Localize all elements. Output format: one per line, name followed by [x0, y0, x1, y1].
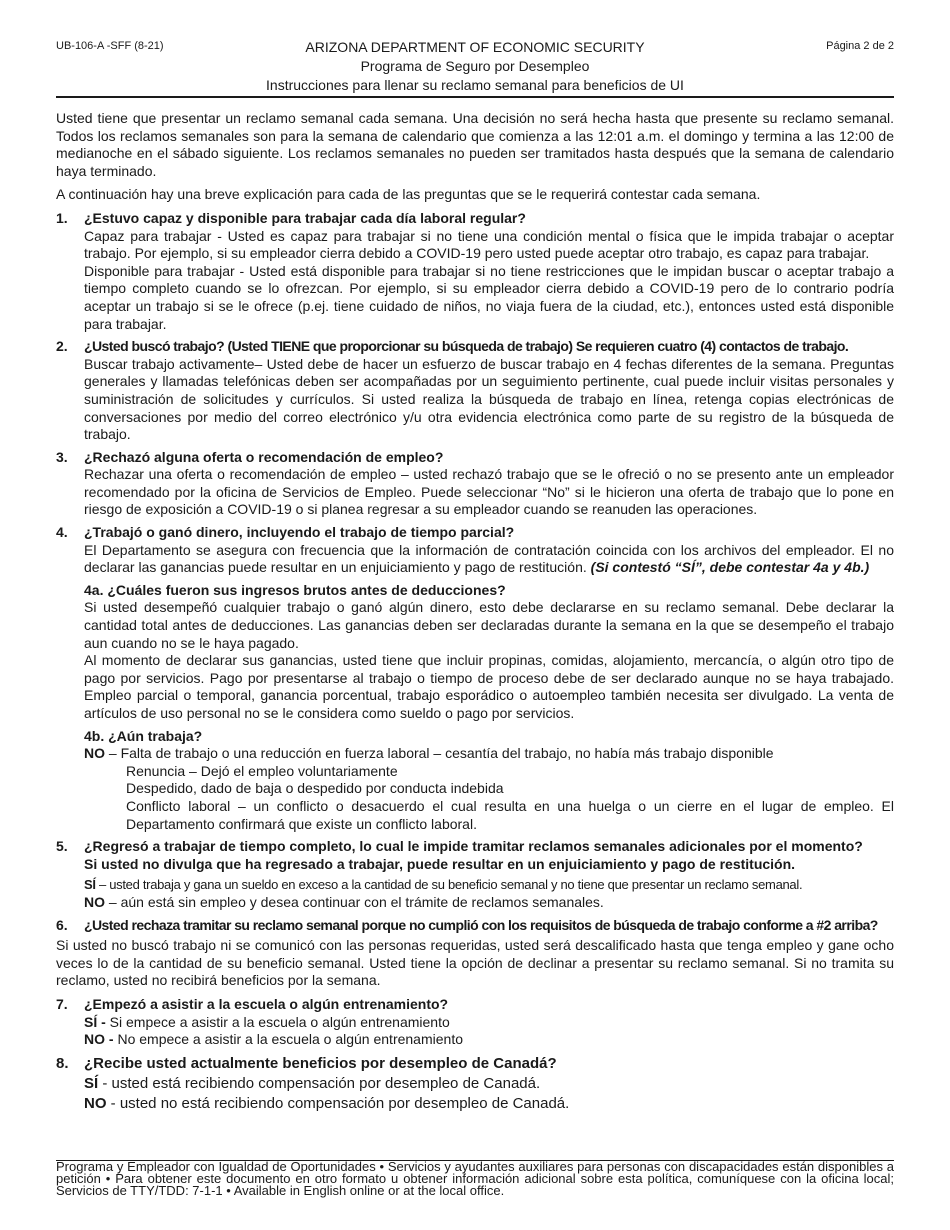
- question-title: ¿Estuvo capaz y disponible para trabajar cada día laboral regular?: [84, 209, 526, 226]
- answer-text: Si usted no buscó trabajo ni se comunicó con las personas requeridas, usted será descalificado hasta que tenga empleo y gane ocho veces lo de la cantidad de su beneficio semanal. Usted tiene la opción de declinar a presentar su reclamo semanal. Si no tramita su reclamo, usted no recibirá beneficios por la semana.: [56, 937, 894, 989]
- option-text: – aún está sin empleo y desea continuar con el trámite de reclamos semanales.: [108, 893, 604, 910]
- option-text: No empece a asistir a la escuela o algún entrenamiento: [117, 1031, 463, 1048]
- question-number: 6.: [56, 916, 68, 933]
- option-no: [84, 1094, 894, 1114]
- answer-text: Disponible para trabajar - Usted está disponible para trabajar si no tiene restricciones que le impidan buscar o aceptar trabajo a tiempo completo cuando se lo ofrezcan. Por ejemplo, si su empleador cierra debido a COVID-19 pero de lo contrario podría aceptar un trabajo si se le ofrece (p.ej. tiene cuidado de niños, no viaja fuera de la ciudad, etc.), entonces usted está disponible para trabajar.: [84, 262, 894, 332]
- question-5: [56, 838, 894, 911]
- option-si: [84, 1014, 894, 1032]
- answer-text: Capaz para trabajar - Usted es capaz para trabajar si no tiene una condición mental o física que le impida trabajar o aceptar trabajo. Por ejemplo, si su empleador cierra debido a COVID-19 pero usted puede aceptar otro trabajo, es capaz para trabajar.: [84, 227, 894, 262]
- question-title: ¿Recibe usted actualmente beneficios por desempleo de Canadá?: [84, 1054, 557, 1072]
- subquestion-title: 4b. ¿Aún trabaja?: [84, 727, 203, 744]
- option-text: - usted está recibiendo compensación por desempleo de Canadá.: [102, 1074, 541, 1092]
- option-text: - usted no está recibiendo compensación por desempleo de Canadá.: [110, 1094, 570, 1112]
- answer-text: Al momento de declarar sus ganancias, usted tiene que incluir propinas, comidas, alojamiento, mercancía, o algún otro tipo de pago por servicios. Pago por presentarse al trabajo o tiempo de proceso debe de ser declarado aunque no se haya trabajado. Empleo parcial o temporal, ganancia porcentual, trabajo esporádico o autoempleo también necesita ser divulgado. La venta de artículos de uso personal no se le considera como sueldo o pago por servicios.: [84, 652, 894, 721]
- question-number: 3.: [56, 448, 68, 465]
- option-no: [84, 894, 894, 912]
- option-label: SÍ: [84, 1074, 99, 1092]
- option-si: [84, 876, 894, 894]
- answer-note: (Si contestó “SÍ”, debe contestar 4a y 4b.): [590, 559, 870, 576]
- question-1: [56, 210, 894, 333]
- question-warning: Si usted no divulga que ha regresado a trabajar, puede resultar en un enjuiciamiento y pago de restitución.: [84, 855, 796, 872]
- question-number: 8.: [56, 1054, 69, 1072]
- option-label: SÍ: [84, 877, 96, 893]
- option-item: Renuncia – Dejó el empleo voluntariamente: [126, 762, 398, 779]
- agency-name: ARIZONA DEPARTMENT OF ECONOMIC SECURITY: [305, 39, 645, 55]
- subquestion-title: 4a. ¿Cuáles fueron sus ingresos brutos antes de deducciones?: [84, 581, 506, 598]
- page-number: Página 2 de 2: [826, 40, 894, 52]
- option-label: NO: [84, 893, 105, 910]
- intro-note: A continuación hay una breve explicación para cada de las preguntas que se le requerirá contestar cada semana.: [56, 186, 761, 203]
- answer-text: Si usted desempeñó cualquier trabajo o ganó algún dinero, esto debe declararse en su reclamo semanal. Debe declarar la cantidad total antes de deducciones. Las ganancias deben ser declaradas durante la semana en la que se desempeño el trabajo aun cuando no se le haya pagado.: [84, 599, 894, 651]
- option-label: SÍ -: [84, 1013, 106, 1030]
- question-6: [56, 917, 894, 935]
- question-number: 1.: [56, 209, 68, 226]
- page-header: [56, 0, 894, 96]
- question-4b: [84, 728, 894, 834]
- question-4a: [84, 582, 894, 723]
- option-item: Despedido, dado de baja o despedido por conducta indebida: [126, 780, 504, 797]
- intro-paragraph: Usted tiene que presentar un reclamo semanal cada semana. Una decisión no será hecha hasta que presente su reclamo semanal. Todos los reclamos semanales son para la semana de calendario que comienza a las 12:01 a.m. el domingo y termina a las 12:00 de medianoche en el sábado siguiente. Los reclamos semanales no pueden ser tramitados hasta después que la semana de calendario haya terminado.: [56, 110, 894, 179]
- question-title: ¿Empezó a asistir a la escuela o algún entrenamiento?: [84, 995, 449, 1012]
- form-id: UB-106-A -SFF (8-21): [56, 40, 164, 52]
- option-text: – usted trabaja y gana un sueldo en exceso a la cantidad de su beneficio semanal y no tiene que presentar un reclamo semanal.: [99, 877, 803, 893]
- question-7: [56, 996, 894, 1049]
- question-title: ¿Regresó a trabajar de tiempo completo, lo cual le impide tramitar reclamos semanales adicionales por el momento?: [84, 838, 863, 855]
- option-no: [84, 1031, 894, 1049]
- question-8: [56, 1054, 894, 1114]
- question-title: ¿Usted rechaza tramitar su reclamo semanal porque no cumplió con los requisitos de búsqueda de trabajo conforme a #2 arriba?: [84, 916, 878, 933]
- header-divider: [56, 96, 894, 98]
- question-number: 4.: [56, 524, 68, 541]
- option-text: – Falta de trabajo o una reducción en fuerza laboral – cesantía del trabajo, no había más trabajo disponible: [108, 745, 774, 762]
- option-item: Conflicto laboral – un conflicto o desacuerdo el cual resulta en una huelga o un cierre en el lugar de empleo. El Departamento confirmará que existe un conflicto laboral.: [126, 797, 894, 832]
- document-title: Instrucciones para llenar su reclamo semanal para beneficios de UI: [266, 77, 684, 93]
- question-2: [56, 338, 894, 444]
- option-no: [84, 745, 894, 763]
- answer-text: Rechazar una oferta o recomendación de empleo – usted rechazó trabajo que se le ofreció o no se presento ante un empleador recomendado por la oficina de Servicios de Empleo. Puede seleccionar “No” si le hicieron una oferta de trabajo que lo pone en riesgo de exposición a COVID-19 o si planea regresar a su empleador cuando se reanuden las operaciones.: [84, 466, 894, 518]
- header-titles: [56, 38, 894, 95]
- option-label: NO: [84, 745, 105, 762]
- answer-text: [84, 542, 894, 577]
- answer-text: Buscar trabajo activamente– Usted debe de hacer un esfuerzo de buscar trabajo en 4 fechas diferentes de la semana. Preguntas generales y llamadas telefónicas deben ser acompañadas por un seguimiento pertinente, cual puede incluir visitas personales y suministración de solicitudes y currículos. Si usted realiza la búsqueda de trabajo en línea, retenga copias electrónicas de conversaciones por medio del correo electrónico y/u otra evidencia electrónica como parte de su registro de la búsqueda de trabajo.: [84, 355, 894, 443]
- document-page: [56, 0, 894, 1112]
- question-number: 2.: [56, 338, 68, 355]
- document-body: [56, 110, 894, 1119]
- question-title: ¿Rechazó alguna oferta o recomendación de empleo?: [84, 448, 444, 465]
- question-number: 7.: [56, 995, 68, 1012]
- question-number: 5.: [56, 838, 68, 855]
- question-3: [56, 449, 894, 519]
- question-4: [56, 524, 894, 833]
- option-label: NO: [84, 1094, 107, 1112]
- answer-body: El Departamento se asegura con frecuencia que la información de contratación coincida con los archivos del empleador. El no declarar las ganancias puede resultar en un enjuiciamiento y pago de restitución.: [84, 541, 894, 576]
- option-label: NO -: [84, 1031, 114, 1048]
- question-title: ¿Usted buscó trabajo? (Usted TIENE que proporcionar su búsqueda de trabajo) Se requieren cuatro (4) contactos de trabajo.: [84, 338, 849, 355]
- option-text: Si empece a asistir a la escuela o algún entrenamiento: [109, 1013, 450, 1030]
- page-footer: Programa y Empleador con Igualdad de Oportunidades • Servicios y ayudantes auxiliares para personas con discapacidades están disponibles a petición • Para obtener este documento en otro formato u obtener información adicional sobre esta política, comuníquese con la oficina local; Servicios de TTY/TDD: 7-1-1 • Available in English online or at the local office.: [56, 1159, 894, 1198]
- option-si: [84, 1074, 894, 1094]
- program-name: Programa de Seguro por Desempleo: [360, 58, 590, 74]
- question-title: ¿Trabajó o ganó dinero, incluyendo el trabajo de tiempo parcial?: [84, 524, 515, 541]
